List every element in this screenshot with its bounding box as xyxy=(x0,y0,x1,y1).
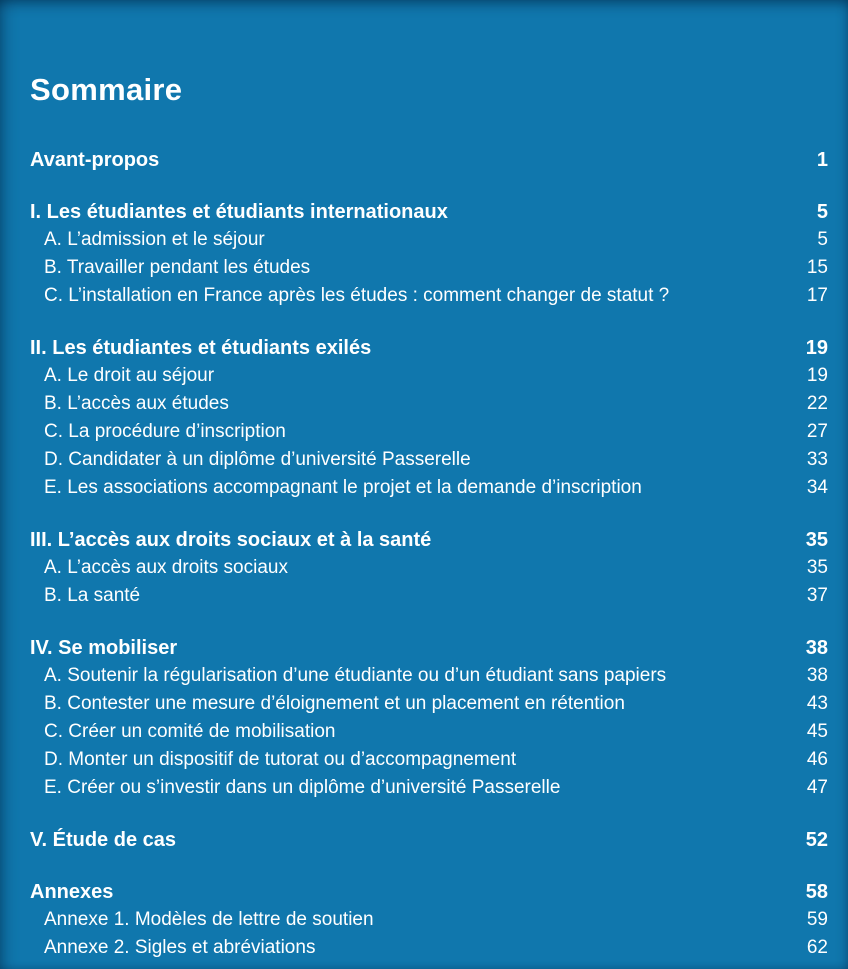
toc-entry xyxy=(30,634,828,662)
toc-entry-label: Annexe 2. Sigles et abréviations xyxy=(44,937,316,958)
toc-section-5 xyxy=(30,826,828,854)
toc-entry-label: III. L’accès aux droits sociaux et à la santé xyxy=(30,529,432,551)
toc-entry xyxy=(30,146,828,174)
page-title: Sommaire xyxy=(30,72,183,107)
toc-entry xyxy=(30,282,828,310)
toc-entry-label: II. Les étudiantes et étudiants exilés xyxy=(30,337,372,359)
toc-entry-label: B. L’accès aux études xyxy=(44,393,229,414)
toc-entry-label: D. Monter un dispositif de tutorat ou d’accompagnement xyxy=(44,749,517,770)
toc-section-4 xyxy=(30,634,828,802)
toc-entry-page: 43 xyxy=(806,693,828,714)
toc-entry-label: V. Étude de cas xyxy=(30,829,176,851)
toc-entry-label: D. Candidater à un diplôme d’université Passerelle xyxy=(44,449,471,470)
toc-entry-label: C. Créer un comité de mobilisation xyxy=(44,721,336,742)
toc-entry-page: 46 xyxy=(806,749,828,770)
toc-entry xyxy=(30,474,828,502)
toc-entry-label: B. Contester une mesure d’éloignement et un placement en rétention xyxy=(44,693,625,714)
toc-entry xyxy=(30,746,828,774)
toc-entry-page: 5 xyxy=(817,229,828,250)
toc-entry-label: A. Soutenir la régularisation d’une étudiante ou d’un étudiant sans papiers xyxy=(44,665,667,686)
toc-entry xyxy=(30,718,828,746)
toc-entry-label: I. Les étudiantes et étudiants internationaux xyxy=(30,201,448,223)
toc-entry-label: B. Travailler pendant les études xyxy=(44,257,311,278)
toc-entry xyxy=(30,662,828,690)
toc-section-annexes xyxy=(30,878,828,962)
toc-entry-page: 35 xyxy=(805,529,828,551)
toc-entry xyxy=(30,390,828,418)
toc-entry xyxy=(30,334,828,362)
toc-section-avant-propos xyxy=(30,146,828,174)
table-of-contents xyxy=(30,146,828,962)
toc-entry-label: A. L’accès aux droits sociaux xyxy=(44,557,288,578)
toc-entry-page: 1 xyxy=(816,149,828,171)
toc-entry-page: 19 xyxy=(806,365,828,386)
toc-entry-page: 38 xyxy=(805,637,828,659)
toc-entry xyxy=(30,934,828,962)
toc-entry-label: E. Créer ou s’investir dans un diplôme d’université Passerelle xyxy=(44,777,561,798)
toc-entry xyxy=(30,878,828,906)
toc-entry-page: 33 xyxy=(806,449,828,470)
toc-entry xyxy=(30,418,828,446)
toc-entry xyxy=(30,554,828,582)
toc-entry xyxy=(30,446,828,474)
toc-entry-label: Annexe 1. Modèles de lettre de soutien xyxy=(44,909,374,930)
toc-entry xyxy=(30,226,828,254)
toc-entry-page: 45 xyxy=(806,721,828,742)
toc-entry-label: C. L’installation en France après les études : comment changer de statut ? xyxy=(44,285,670,306)
toc-entry-page: 62 xyxy=(806,937,828,958)
toc-entry-label: A. L’admission et le séjour xyxy=(44,229,265,250)
toc-entry-page: 27 xyxy=(806,421,828,442)
toc-entry-label: B. La santé xyxy=(44,585,141,606)
toc-entry-page: 5 xyxy=(816,201,828,223)
toc-entry-page: 52 xyxy=(805,829,828,851)
toc-entry-page: 58 xyxy=(805,881,828,903)
toc-entry xyxy=(30,254,828,282)
toc-entry-label: C. La procédure d’inscription xyxy=(44,421,286,442)
toc-entry-label: IV. Se mobiliser xyxy=(30,637,178,659)
toc-entry-page: 37 xyxy=(806,585,828,606)
toc-entry-page: 47 xyxy=(806,777,828,798)
toc-entry-page: 17 xyxy=(806,285,828,306)
toc-entry xyxy=(30,362,828,390)
toc-entry-page: 22 xyxy=(806,393,828,414)
toc-entry-page: 15 xyxy=(806,257,828,278)
toc-entry xyxy=(30,826,828,854)
toc-entry xyxy=(30,198,828,226)
toc-entry-label: A. Le droit au séjour xyxy=(44,365,215,386)
toc-entry-label: E. Les associations accompagnant le projet et la demande d’inscription xyxy=(44,477,642,498)
toc-entry xyxy=(30,526,828,554)
toc-section-1 xyxy=(30,198,828,310)
toc-entry-label: Annexes xyxy=(30,881,114,903)
toc-entry xyxy=(30,906,828,934)
toc-entry-label: Avant-propos xyxy=(30,149,160,171)
toc-section-3 xyxy=(30,526,828,610)
toc-entry-page: 34 xyxy=(806,477,828,498)
toc-entry xyxy=(30,690,828,718)
toc-entry-page: 19 xyxy=(805,337,828,359)
toc-entry-page: 38 xyxy=(806,665,828,686)
toc-entry-page: 35 xyxy=(806,557,828,578)
toc-section-2 xyxy=(30,334,828,502)
toc-entry-page: 59 xyxy=(806,909,828,930)
toc-entry xyxy=(30,774,828,802)
toc-entry xyxy=(30,582,828,610)
